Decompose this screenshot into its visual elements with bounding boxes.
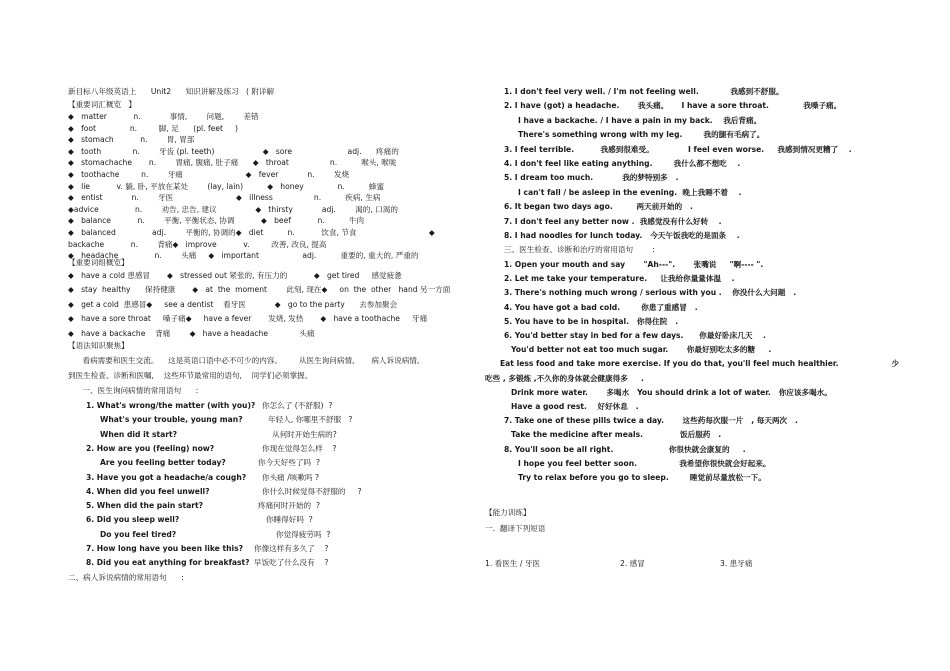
patient-statement: 1. I don't feel very well. / I'm not feeling well. 我感到不舒服。 (504, 87, 784, 96)
section-heading: 三、医生检查、诊断和治疗的常用语句 : (504, 245, 655, 254)
doctor-question-english: Do you feel tired? (100, 529, 177, 539)
vocab-line: ◆ balance n. 平衡, 平衡状态, 协调 ◆ beef n. 牛肉 (68, 216, 365, 226)
doctor-question-english: 4. When did you feel unwell? (86, 486, 210, 496)
doctor-question (86, 472, 319, 483)
vocab-line: ◆ stomachache n. 胃痛, 腹痛, 肚子痛 ◆ throat n. 喉头, 喉咙 (68, 158, 397, 168)
patient-statement: 6. It began two days ago. 两天前开始的 . (504, 202, 693, 212)
grammar-intro-line: 看病需要和医生交流。 这是英语口语中必不可少的内容。 从医生询问病情, 病人诉说病情, (68, 356, 420, 365)
treatment-statement: 6. You'd better stay in bed for a few days. 你最好卧床几天 . (504, 331, 766, 340)
grammar-section-header: 【语法知识聚焦】 (68, 341, 129, 350)
treatment-statement: 5. You have to be in hospital. 你得住院 . (504, 316, 679, 326)
treatment-statement: Have a good rest. 好好休息 . (511, 402, 639, 411)
doctor-question (100, 429, 337, 440)
doctor-question-chinese: 你头痛 /咳嗽吗 ? (262, 472, 319, 482)
treatment-statement: 7. Take one of these pills twice a day. 这些药每次服一片 , 每天两次 . (504, 416, 798, 426)
doctor-question (86, 443, 337, 454)
doctor-question-chinese: 你觉得疲劳吗 ? (276, 529, 331, 539)
document-title: 新目标八年级英语上 Unit2 知识讲解及练习 ( 附详解 (68, 87, 275, 96)
doctor-question-english: 2. How are you (feeling) now? (86, 443, 215, 453)
doctor-question (100, 529, 331, 540)
doctor-question-english: Are you feeling better today? (100, 458, 226, 468)
doctor-question (100, 457, 321, 468)
doctor-question-chinese: 你睡得好吗 ? (266, 515, 313, 525)
exercise-item: 2. 感冒 (620, 559, 645, 568)
treatment-statement: 8. You'll soon be all right. 你很快就会康复的 . (504, 444, 746, 454)
doctor-question (100, 414, 353, 425)
vocab-line: ◆ stomach n. 胃, 胃部 (68, 135, 195, 145)
doctor-question-english: What's your trouble, young man? (100, 415, 243, 425)
vocab-line: ◆ matter n. 事情, 问题, 差错 (68, 112, 259, 121)
doctor-question-english: 5. When did the pain start? (86, 501, 204, 511)
vocab-line: ◆ lie v. 躺, 卧, 平放在某处 (lay, lain) ◆ honey n. 蜂蜜 (68, 181, 385, 191)
doctor-question (86, 500, 321, 511)
patient-statement: 5. I dream too much. 我的梦特别多 . (504, 173, 679, 183)
patient-statement: 2. I have (got) a headache. 我头痛。 I have a sore throat. 我嗓子痛。 (504, 101, 842, 111)
treatment-statement: 1. Open your mouth and say "Ah---". 张嘴说 "啊---- ". (504, 260, 764, 269)
treatment-statement: Take the medicine after meals. 饭后服药 . (511, 430, 722, 440)
section-heading: 一、医生询问病情的常用语句 : (68, 386, 199, 395)
doctor-question-chinese: 你怎么了 (不舒服) ? (262, 401, 333, 410)
treatment-statement: 2. Let me take your temperature. 让我给你量量体温 . (504, 274, 735, 284)
doctor-question (86, 400, 333, 411)
treatment-statement: 4. You have got a bad cold. 你患了重感冒 . (504, 302, 698, 312)
vocab-line: ◆ foot n. 脚, 足 (pl. feet ) (68, 123, 239, 133)
doctor-question-chinese: 你现在觉得怎么样 ? (262, 443, 337, 453)
treatment-statement: I hope you feel better soon. 我希望你很快就会好起来。 (518, 458, 771, 468)
treatment-statement: 3. There's nothing much wrong / serious with you . 你没什么大问题 . (504, 288, 797, 298)
doctor-question-english: When did it start? (100, 429, 178, 439)
patient-statement: 8. I had noodles for lunch today. 今天午饭我吃的是面条 . (504, 231, 740, 240)
phrase-line: ◆ get a cold 患感冒◆ see a dentist 看牙医 ◆ go to the party 去参加聚会 (68, 299, 398, 309)
phrase-line: ◆ stay healthy 保持健康 ◆ at the moment 此刻, 现在◆ on the other hand 另一方面 (68, 285, 451, 295)
doctor-question-chinese: 你像这样有多久了 ? (254, 544, 329, 553)
doctor-question (86, 543, 329, 554)
doctor-question-english: 7. How long have you been like this? (86, 544, 244, 553)
doctor-question-english: 3. Have you got a headache/a cough? (86, 472, 247, 482)
phrase-line: ◆ have a cold 患感冒 ◆ stressed out 紧张的, 有压力的 ◆ get tired 感觉疲惫 (68, 271, 402, 280)
exercise-item: 3. 患牙痛 (720, 559, 753, 568)
patient-statement: 7. I don't feel any better now . 我感觉没有什么好转 . (504, 216, 722, 226)
vocab-section-header: 【重要词汇概览 】 (68, 100, 136, 109)
doctor-question (86, 557, 329, 568)
doctor-question-chinese: 疼痛何时开始的 ? (258, 501, 321, 511)
treatment-statement: 吃些 , 多锻炼 ,不久你的身体就会健康得多 . (485, 373, 644, 383)
vocab-line: ◆ tooth n. 牙齿 (pl. teeth) ◆ sore adj. 疼痛的 (68, 146, 399, 156)
patient-statement: I have a backache. / I have a pain in my back. 我后背痛。 (518, 115, 762, 125)
doctor-question-english: 1. What's wrong/the matter (with you)? (86, 401, 256, 410)
doctor-question-english: 8. Did you eat anything for breakfast? (86, 558, 250, 568)
grammar-intro-line: 到医生检查、诊断和医嘱, 这些环节最常用的语句, 同学们必须掌握。 (68, 371, 313, 380)
doctor-question-chinese: 年轻人, 你哪里不舒服 ? (268, 415, 353, 425)
treatment-statement: You'd better not eat too much sugar. 你最好别吃太多的糖 . (511, 345, 772, 355)
doctor-question-chinese: 早饭吃了什么没有 ? (254, 558, 329, 568)
doctor-question (86, 486, 362, 497)
doctor-question-chinese: 从何时开始生病的? (272, 429, 337, 439)
vocab-line: ◆ balanced adj. 平衡的, 协调的◆ diet n. 饮食, 节食 ◆ (68, 228, 435, 237)
treatment-statement: Drink more water. 多喝水 You should drink a lot of water. 你应该多喝水。 (511, 387, 832, 397)
vocab-line: backache n. 背痛◆ improve v. 改善, 改良, 提高 (68, 239, 327, 249)
right-column (475, 0, 950, 671)
vocab-line: ◆ toothache n. 牙痛 ◆ fever n. 发烧 (68, 170, 350, 179)
patient-statement: 3. I feel terrible. 我感到很难受。 I feel even worse. 我感到情况更糟了 . (504, 144, 852, 154)
doctor-question-chinese: 你今天好些了吗 ? (258, 458, 321, 468)
exercise-title: 一. 翻译下列短语 (485, 524, 546, 533)
patient-statement: 4. I don't feel like eating anything. 我什么都不想吃 . (504, 159, 741, 168)
vocab-line: ◆ entist n. 牙医 ◆ illness n. 疾病, 生病 (68, 193, 381, 203)
phrase-section-header: 【重要词组概览】 (68, 258, 129, 267)
phrase-line: ◆ have a backache 背痛 ◆ have a headache 头痛 (68, 328, 315, 338)
treatment-statement: Eat less food and take more exercise. If you do that, you'll feel much healthier. 少 (500, 359, 899, 369)
phrase-line: ◆ have a sore throat 嗓子痛◆ have a fever 发烧, 发热 ◆ have a toothache 牙痛 (68, 314, 428, 324)
exercise-item: 1. 看医生 / 牙医 (485, 559, 541, 568)
doctor-question-chinese: 你什么时候觉得不舒服的 ? (262, 486, 362, 496)
ability-section-header: 【能力训练】 (485, 508, 531, 517)
doctor-question-english: 6. Did you sleep well? (86, 515, 180, 525)
doctor-question (86, 514, 313, 525)
patient-statement: I can't fall / be asleep in the evening. 晚上我睡不着 . (518, 187, 742, 197)
vocab-line: ◆advice n. 劝告, 忠告, 建议 ◆ thirsty adj. 渴的, 口渴的 (68, 204, 398, 214)
patient-statement: There's something wrong with my leg. 我的腿有毛病了。 (518, 130, 765, 140)
section-heading: 二、病人诉说病情的常用语句 : (68, 573, 184, 582)
vocab-line: ◆ headache n. 头痛 ◆ important adj. 重要的, 重大的, 严重的 (68, 251, 419, 261)
treatment-statement: Try to relax before you go to sleep. 睡觉前尽量放松一下。 (518, 473, 766, 482)
